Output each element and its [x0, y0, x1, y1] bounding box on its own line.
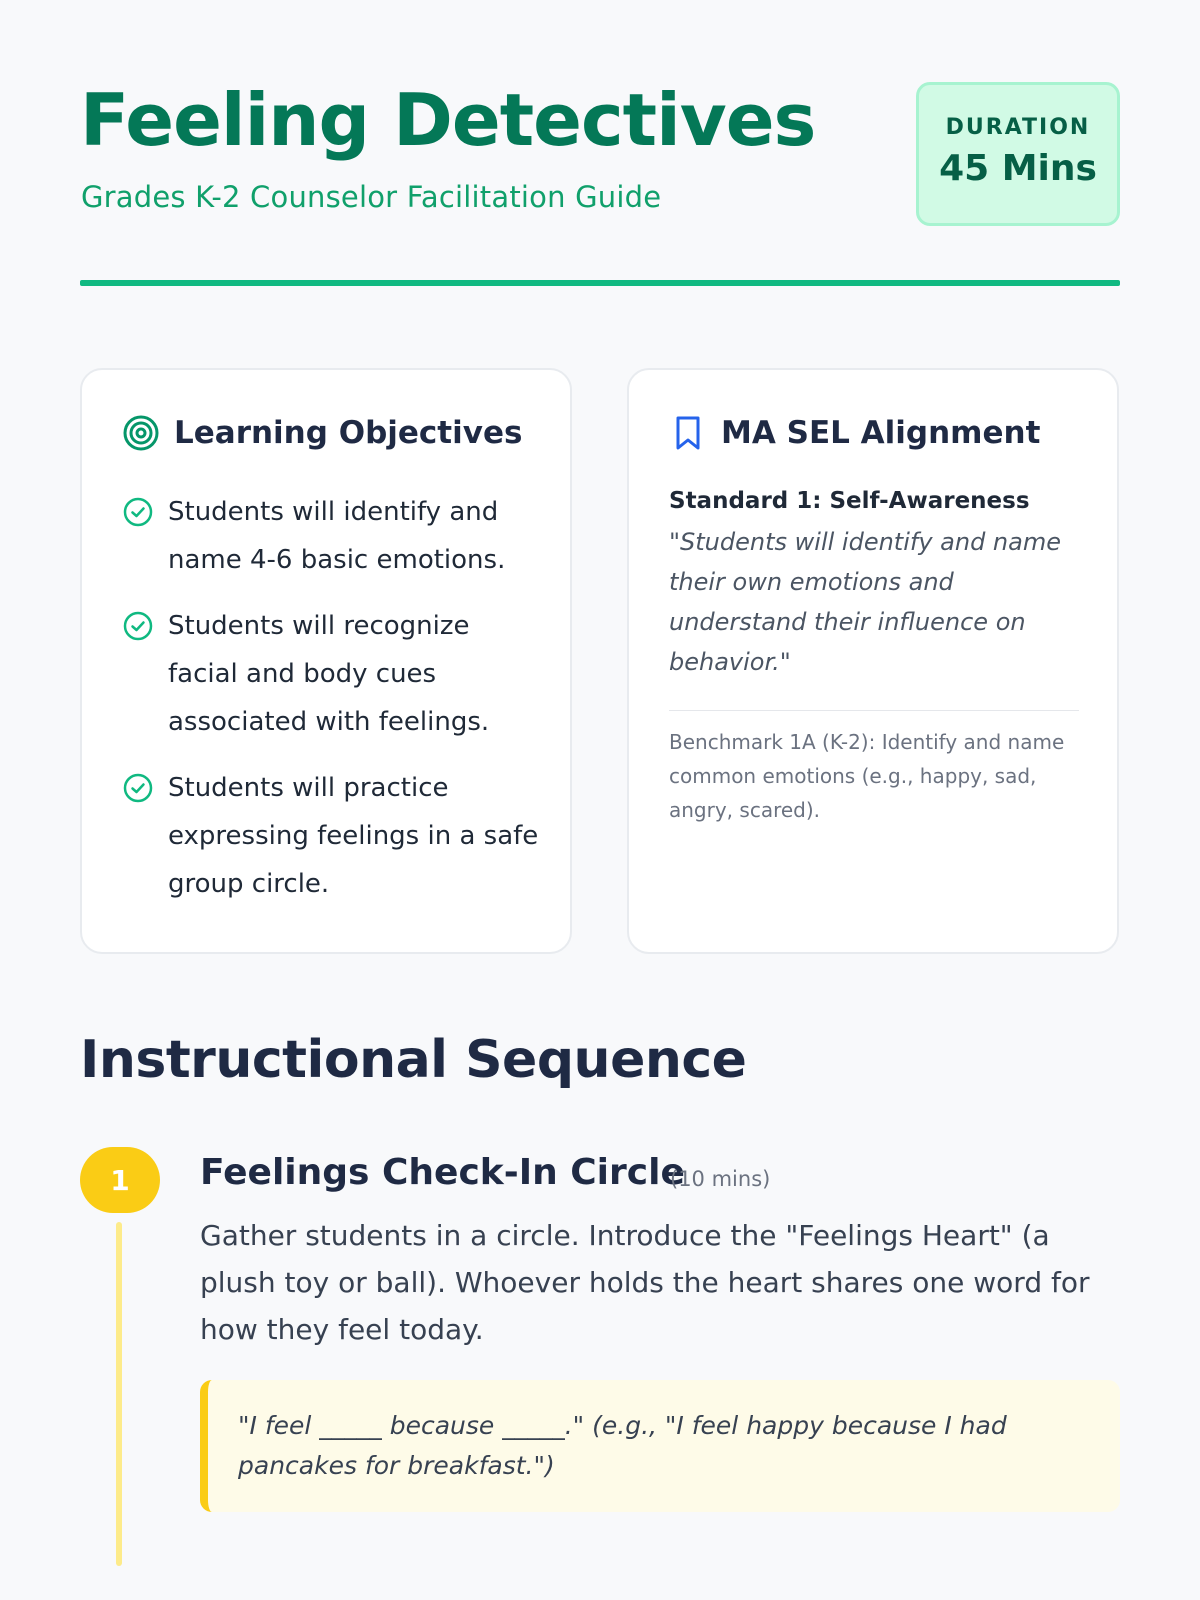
- objectives-list: [122, 488, 542, 926]
- alignment-title: MA SEL Alignment: [721, 415, 1041, 451]
- objective-item: [122, 602, 542, 746]
- bookmark-icon: [669, 414, 707, 452]
- header-divider: [80, 280, 1120, 286]
- objective-text: Students will identify and name 4-6 basic emotions.: [168, 497, 506, 575]
- step-example-text: "I feel _____ because _____." (e.g., "I feel happy because I had pancakes for breakfast."): [238, 1411, 1007, 1480]
- objective-text: Students will practice expressing feelings in a safe group circle.: [168, 773, 539, 899]
- benchmark-text: Benchmark 1A (K-2): Identify and name common emotions (e.g., happy, sad, angry, scared).: [669, 730, 1065, 822]
- standard-quote: "Students will identify and name their own emotions and understand their influence on behavior.": [669, 528, 1061, 676]
- page-subtitle: Grades K-2 Counselor Facilitation Guide: [81, 180, 662, 214]
- duration-value: 45 Mins: [939, 148, 1097, 189]
- alignment-header: [669, 414, 1040, 452]
- objective-text: Students will recognize facial and body cues associated with feelings.: [168, 611, 490, 737]
- page-title: Feeling Detectives: [80, 78, 816, 162]
- objective-item: [122, 488, 542, 584]
- duration-badge: [916, 82, 1120, 226]
- standard-divider: [669, 710, 1079, 711]
- check-circle-icon: [122, 496, 154, 528]
- step-example-callout: [200, 1380, 1120, 1512]
- check-circle-icon: [122, 610, 154, 642]
- sequence-heading: Instructional Sequence: [80, 1030, 747, 1090]
- step-description: Gather students in a circle. Introduce the "Feelings Heart" (a plush toy or ball). Whoever holds the heart shares one word for how they feel today.: [200, 1219, 1090, 1346]
- objectives-header: [122, 414, 522, 452]
- target-icon: [122, 414, 160, 452]
- step-duration: (10 mins): [670, 1167, 771, 1191]
- check-circle-icon: [122, 772, 154, 804]
- duration-label: DURATION: [945, 115, 1091, 140]
- standard-title: Standard 1: Self-Awareness: [669, 488, 1030, 514]
- step-timeline-line: [116, 1222, 122, 1566]
- step-number-badge: 1: [80, 1147, 160, 1213]
- objective-item: [122, 764, 542, 908]
- header: [80, 80, 1120, 230]
- objectives-card: [80, 368, 572, 954]
- step-title: Feelings Check-In Circle: [200, 1152, 685, 1193]
- objectives-title: Learning Objectives: [174, 415, 523, 451]
- alignment-card: [627, 368, 1119, 954]
